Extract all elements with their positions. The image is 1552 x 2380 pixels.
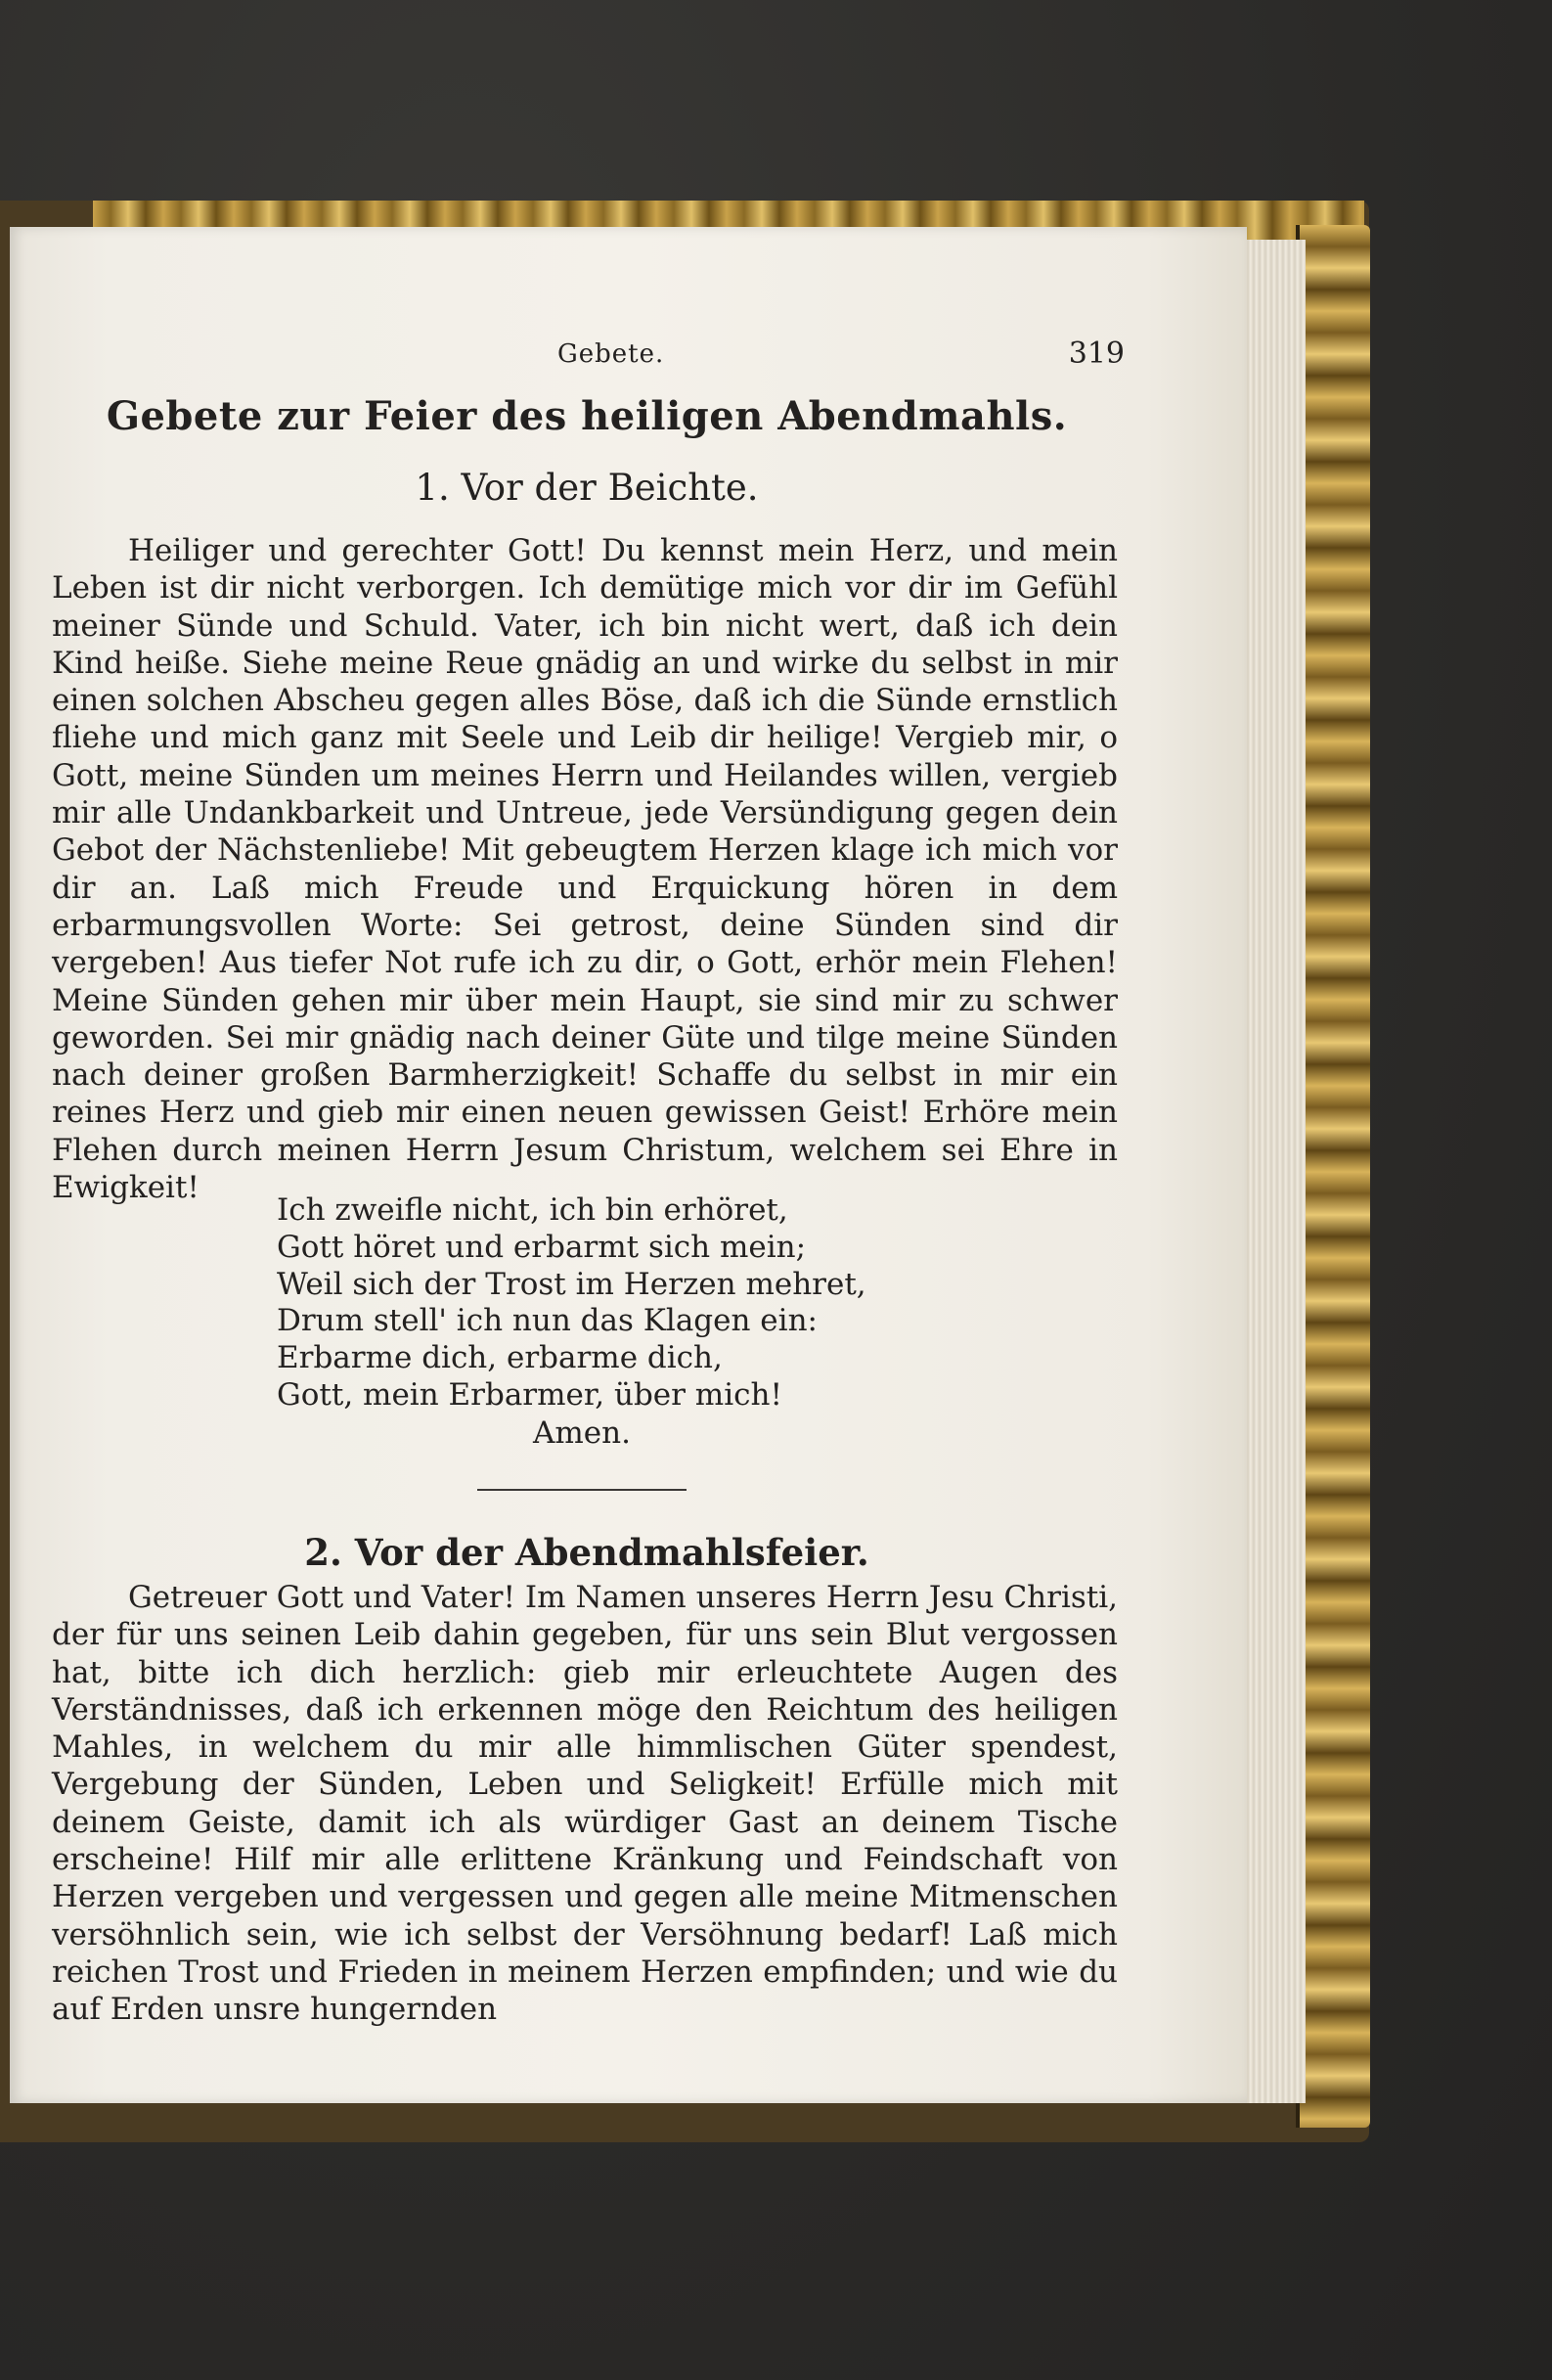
- page-number: 319: [1068, 337, 1125, 371]
- amen: Amen.: [533, 1415, 631, 1451]
- section-divider: [477, 1489, 687, 1491]
- verse-line: Ich zweifle nicht, ich bin erhöret,: [277, 1192, 788, 1228]
- verse-line: Erbarme dich, erbarme dich,: [277, 1340, 723, 1376]
- section-heading-1: 1. Vor der Beichte.: [415, 467, 759, 509]
- verse-line: Gott, mein Erbarmer, über mich!: [277, 1376, 782, 1413]
- running-head: Gebete.: [557, 339, 665, 369]
- book-page: [10, 227, 1247, 2103]
- verse-stanza: [277, 1192, 866, 1415]
- section-heading-2: 2. Vor der Abendmahlsfeier.: [304, 1531, 869, 1574]
- verse-line: Gott höret und erbarmt sich mein;: [277, 1229, 807, 1265]
- chapter-title: Gebete zur Feier des heiligen Abendmahls.: [106, 393, 1068, 439]
- gilt-fore-edge: [1296, 225, 1370, 2128]
- verse-line: Weil sich der Trost im Herzen mehret,: [277, 1266, 866, 1302]
- prayer-paragraph-1: Heiliger und gerechter Gott! Du kennst mein Herz, und mein Leben ist dir nicht verborgen. Ich demütige mich vor dir im Gefühl meiner Sünde und Schuld. Vater, ich bin nicht wert, daß ich dein Kind heiße. Siehe meine Reue gnädig an und wirke du selbst in mir einen solchen Abscheu gegen alles Böse, daß ich die Sünde ernstlich fliehe und mich ganz mit Seele und Leib dir heilige! Vergieb mir, o Gott, meine Sünden um meines Herrn und Heilandes willen, vergieb mir alle Undankbarkeit und Untreue, jede Versündigung gegen dein Gebot der Nächstenliebe! Mit gebeugtem Herzen klage ich mich vor dir an. Laß mich Freude und Erquickung hören in dem erbarmungsvollen Worte: Sei getrost, deine Sünden sind dir vergeben! Aus tiefer Not rufe ich zu dir, o Gott, erhör mein Flehen! Meine Sünden gehen mir über mein Haupt, sie sind mir zu schwer geworden. Sei mir gnädig nach deiner Güte und tilge meine Sünden nach deiner großen Barmherzigkeit! Schaffe du selbst in mir ein reines Herz und gieb mir einen neuen gewissen Geist! Erhöre mein Flehen durch meinen Herrn Jesum Christum, welchem sei Ehre in Ewigkeit!: [52, 533, 1118, 1206]
- verse-line: Drum stell' ich nun das Klagen ein:: [277, 1303, 818, 1339]
- prayer-paragraph-2: Getreuer Gott und Vater! Im Namen unseres Herrn Jesu Christi, der für uns seinen Leib dahin gegeben, für uns sein Blut vergossen hat, bitte ich dich herzlich: gieb mir erleuchtete Augen des Verständnisses, daß ich erkennen möge den Reichtum des heiligen Mahles, in welchem du mir alle himmlischen Güter spendest, Vergebung der Sünden, Leben und Seligkeit! Erfülle mich mit deinem Geiste, damit ich als würdiger Gast an deinem Tische erscheine! Hilf mir alle erlittene Kränkung und Feindschaft von Herzen vergeben und vergessen und gegen alle meine Mitmenschen versöhnlich sein, wie ich selbst der Versöhnung bedarf! Laß mich reichen Trost und Frieden in meinem Herzen empfinden; und wie du auf Erden unsre hungernden: [52, 1580, 1118, 2028]
